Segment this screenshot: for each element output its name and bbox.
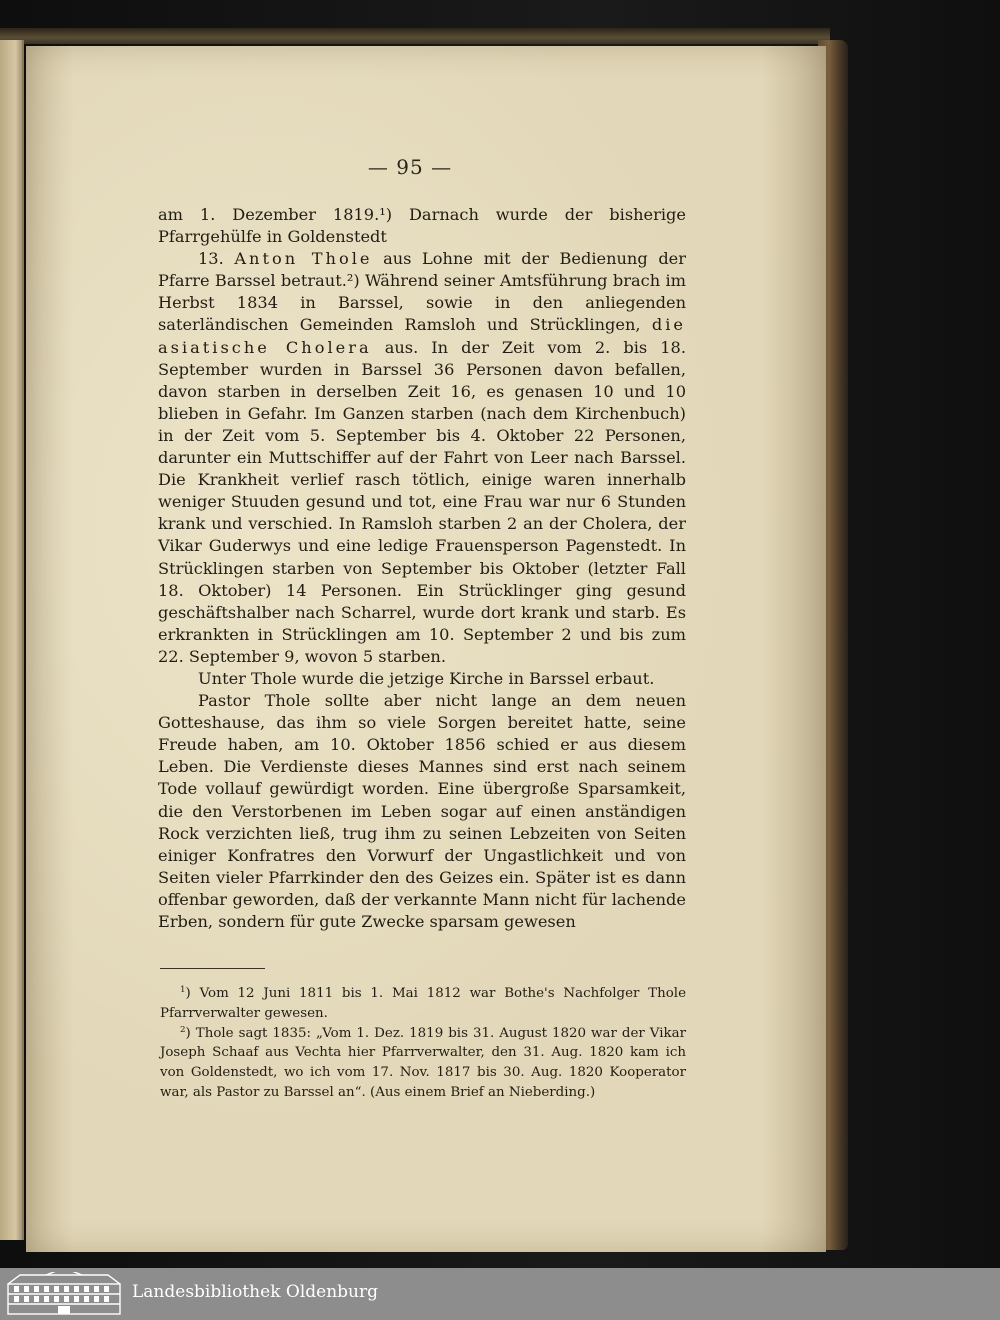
- paragraph-2-text-a: aus Lohne mit der Bedienung der Pfarre Barssel betraut.²) Während seiner Amtsführung brach im Herbst 1834 in Barssel, sowie in den anliegenden saterländischen Gemeinden Ramsloh und Strücklingen,: [158, 249, 686, 335]
- person-name: Anton Thole: [234, 249, 373, 269]
- library-building-icon: [6, 1272, 122, 1316]
- page-body-text: [158, 204, 686, 933]
- page-number: — 95 —: [367, 155, 453, 179]
- book-spine-top: [0, 28, 830, 44]
- paragraph-2: [158, 248, 686, 668]
- footnote-1: $^1$) Vom 12 Juni 1811 bis 1. Mai 1812 war Bothe's Nachfolger Thole Pfarrverwalter gewesen.: [160, 985, 686, 1021]
- footer-bar: [0, 1268, 1000, 1320]
- footnote-mark: 1: [180, 985, 186, 996]
- paragraph-1: am 1. Dezember 1819.¹) Darnach wurde der bisherige Pfarrgehülfe in Goldenstedt: [158, 205, 686, 247]
- paragraph-4: Pastor Thole sollte aber nicht lange an dem neuen Gotteshause, das ihm so viele Sorgen bereitet hatte, seine Freude haben, am 10. Oktober 1856 schied er aus diesem Leben. Die Verdienste dieses Mannes sind erst nach seinem Tode vollauf gewürdigt worden. Eine übergroße Sparsamkeit, die den Verstorbenen im Leben sogar auf einen anständigen Rock verzichten ließ, trug ihm zu seinen Lebzeiten von Seiten einiger Konfratres den Vorwurf der Ungastlichkeit und von Seiten vieler Pfarrkinder den des Geizes ein. Später ist es dann offenbar geworden, daß der verkannte Mann nicht für lachende Erben, sondern für gute Zwecke sparsam gewesen: [158, 691, 686, 931]
- paragraph-3: Unter Thole wurde die jetzige Kirche in Barssel erbaut.: [198, 668, 655, 688]
- disease-name: asiatische Cholera: [158, 337, 372, 357]
- footnote-divider: [160, 968, 265, 969]
- footnotes: [160, 984, 686, 1103]
- facing-page-edge: [0, 40, 24, 1240]
- paragraph-2-text-b: aus. In der Zeit vom 2. bis 18. September wurden in Barssel 36 Personen davon befallen, davon starben in derselben Zeit 16, es genasen 10 und 10 blieben in Gefahr. Im Ganzen starben (nach dem Kirchenbuch) in der Zeit vom 5. September bis 4. Oktober 22 Personen, darunter ein Muttschiffer auf der Fahrt von Leer nach Barssel. Die Krankheit verlief rasch tötlich, einige waren innerhalb weniger Stuuden gesund und tot, eine Frau war nur 6 Stunden krank und verschied. In Ramsloh starben 2 an der Cholera, der Vikar Guderwys und eine ledige Frauensperson Pagenstedt. In Strücklingen starben von September bis Oktober (letzter Fall 18. Oktober) 14 Personen. Ein Strücklinger ging gesund geschäftshalber nach Scharrel, wurde dort krank und starb. Es erkrankten in Strücklingen am 10. September 2 und bis zum 22. September 9, wovon 5 starben.: [158, 337, 686, 666]
- item-number: 13.: [198, 249, 224, 269]
- article-die: die: [651, 315, 686, 335]
- footer-label: Landesbibliothek Oldenburg: [132, 1282, 379, 1302]
- footnote-2: $^2$) Thole sagt 1835: „Vom 1. Dez. 1819 bis 31. August 1820 war der Vikar Joseph Schaaf aus Vechta hier Pfarrverwalter, den 31. Aug. 1820 kam ich von Goldenstedt, wo ich vom 17. Nov. 1817 bis 30. Aug. 1820 Kooperator war, als Pastor zu Barssel an“. (Aus einem Brief an Nieberding.): [160, 1024, 687, 1100]
- footnote-mark: 2: [180, 1024, 186, 1035]
- footnote-text: Thole sagt 1835: „Vom 1. Dez. 1819 bis 31. August 1820 war der Vikar Joseph Schaaf aus Vechta hier Pfarrverwalter, den 31. Aug. 1820 kam ich von Goldenstedt, wo ich vom 17. Nov. 1817 bis 30. Aug. 1820 Kooperator war, als Pastor zu Barssel an“. (Aus einem Brief an Nieberding.): [160, 1025, 687, 1100]
- footnote-text: Vom 12 Juni 1811 bis 1. Mai 1812 war Bothe's Nachfolger Thole Pfarrverwalter gewesen.: [160, 986, 686, 1021]
